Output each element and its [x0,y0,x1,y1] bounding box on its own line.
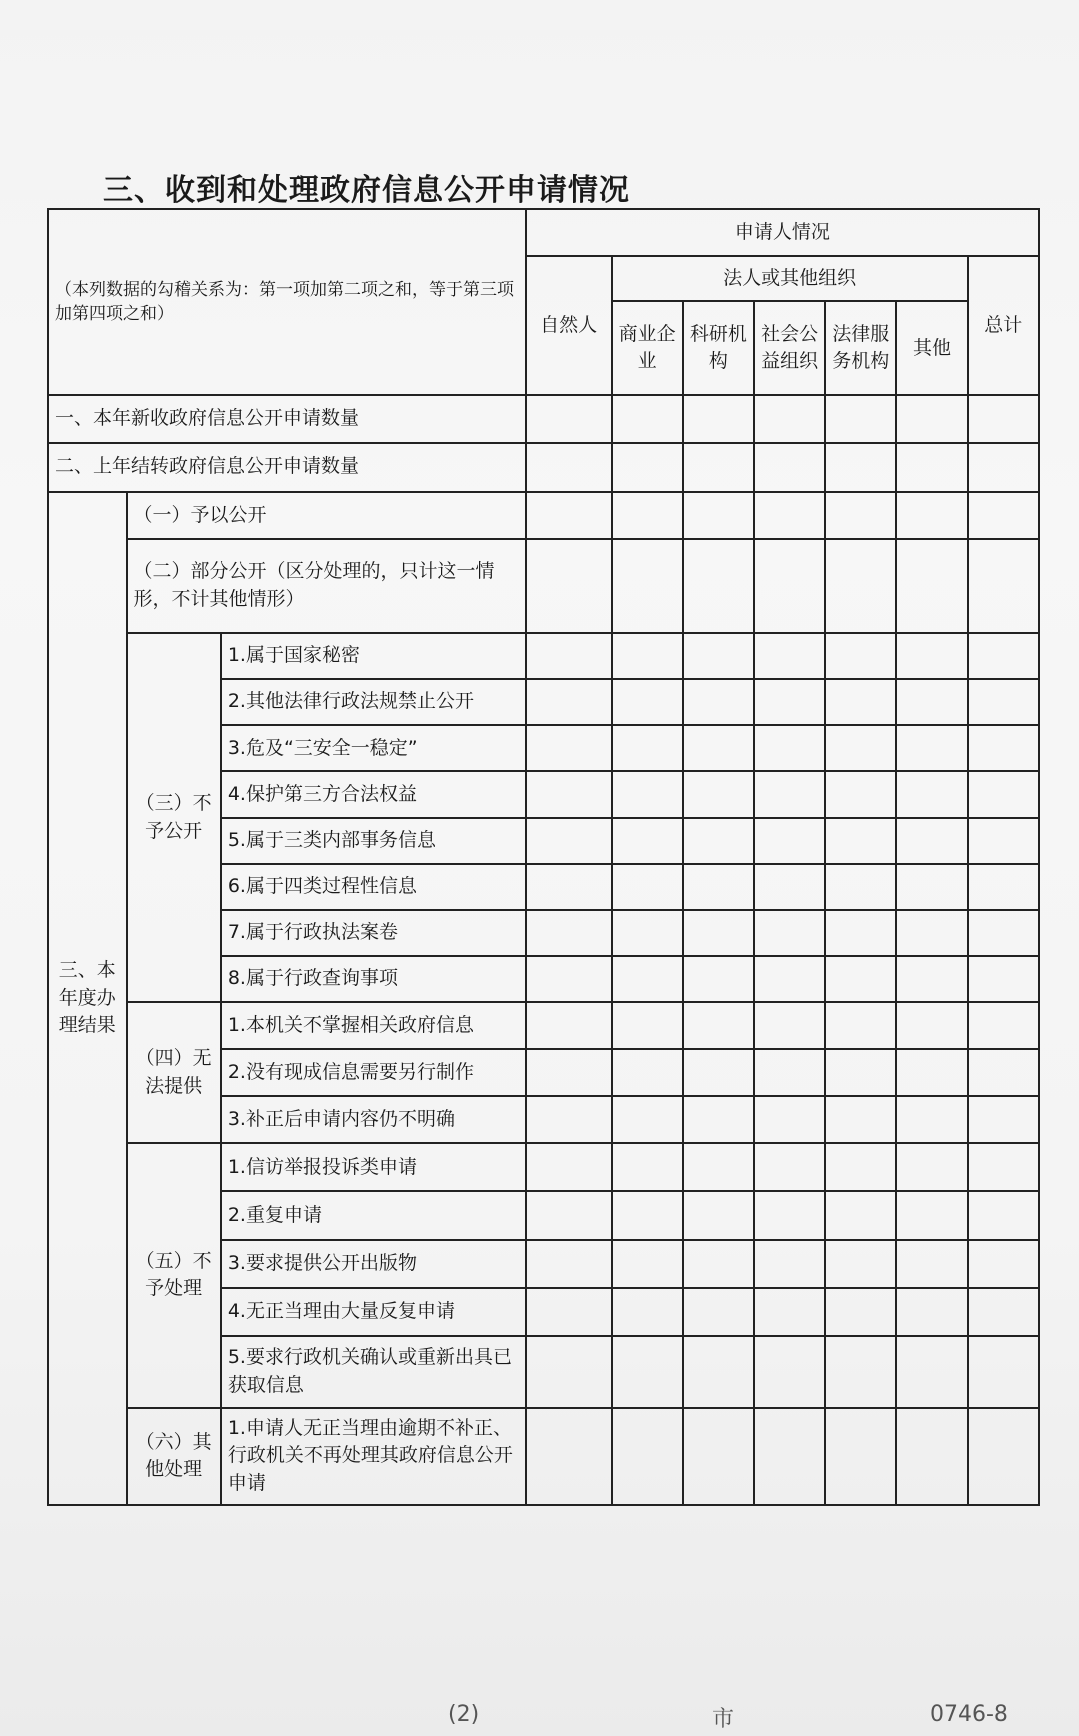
data-cell [612,1288,683,1336]
data-cell [825,864,896,910]
data-cell [896,539,967,633]
legal-service-org-header: 法律服务机构 [825,301,896,395]
data-cell [896,910,967,956]
data-cell [754,492,825,539]
data-cell [683,492,754,539]
data-cell [754,1288,825,1336]
data-cell [754,725,825,771]
row-label-item: 3.危及“三安全一稳定” [221,725,526,771]
data-cell [968,1049,1039,1096]
data-cell [825,1049,896,1096]
data-cell [683,633,754,679]
data-cell [825,771,896,817]
data-cell [968,633,1039,679]
data-cell [896,1408,967,1505]
data-cell [896,633,967,679]
data-cell [968,1143,1039,1191]
data-cell [896,725,967,771]
row-group-not-disclose: （三）不予公开 [127,633,221,1002]
data-cell [968,818,1039,864]
data-cell [754,818,825,864]
data-cell [754,1336,825,1408]
data-cell [683,818,754,864]
data-cell [683,1408,754,1505]
application-statistics-table [47,208,1040,1506]
section-title: 三、收到和处理政府信息公开申请情况 [103,173,630,208]
data-cell [526,1143,612,1191]
data-cell [526,818,612,864]
data-cell [612,910,683,956]
data-cell [825,443,896,492]
row-label-item: 4.无正当理由大量反复申请 [221,1288,526,1336]
applicant-situation-header: 申请人情况 [526,209,1039,256]
row-label-item: 2.重复申请 [221,1191,526,1239]
table-row [48,1143,1039,1191]
other-header: 其他 [896,301,967,395]
data-cell [896,1002,967,1049]
row-label-item: 2.其他法律行政法规禁止公开 [221,679,526,725]
data-cell [968,679,1039,725]
data-cell [825,1002,896,1049]
data-cell [683,1143,754,1191]
data-cell [896,1336,967,1408]
data-cell [825,818,896,864]
data-cell [683,956,754,1002]
data-cell [825,725,896,771]
data-cell [896,1240,967,1288]
data-cell [526,1096,612,1143]
data-cell [968,956,1039,1002]
data-cell [612,395,683,442]
footer-page-mark: (2) [448,1702,480,1727]
row-group-other-process: （六）其他处理 [127,1408,221,1505]
data-cell [612,818,683,864]
data-cell [825,1096,896,1143]
data-cell [896,395,967,442]
row-label-carried-over: 二、上年结转政府信息公开申请数量 [48,443,526,492]
natural-person-header: 自然人 [526,256,612,395]
data-cell [612,771,683,817]
row-label-item: 3.要求提供公开出版物 [221,1240,526,1288]
data-cell [968,492,1039,539]
data-cell [612,864,683,910]
data-cell [825,1191,896,1239]
data-cell [612,1002,683,1049]
data-cell [612,1408,683,1505]
data-cell [526,1002,612,1049]
data-cell [825,633,896,679]
row-group-results: 三、本年度办理结果 [48,492,127,1505]
row-label-item: 4.保护第三方合法权益 [221,771,526,817]
data-cell [754,956,825,1002]
data-cell [526,539,612,633]
data-cell [896,443,967,492]
data-cell [896,1288,967,1336]
data-cell [683,864,754,910]
data-cell [683,1096,754,1143]
data-cell [968,725,1039,771]
data-cell [612,443,683,492]
data-cell [683,1240,754,1288]
note-cell: （本列数据的勾稽关系为：第一项加第二项之和，等于第三项加第四项之和） [48,209,526,395]
row-group-cannot-provide: （四）无法提供 [127,1002,221,1143]
data-cell [683,395,754,442]
data-cell [968,1240,1039,1288]
data-cell [526,1288,612,1336]
row-label-item: 5.属于三类内部事务信息 [221,818,526,864]
data-cell [754,633,825,679]
total-header: 总计 [968,256,1039,395]
data-cell [683,443,754,492]
data-cell [683,771,754,817]
data-cell [968,1191,1039,1239]
data-cell [526,443,612,492]
data-cell [612,633,683,679]
data-cell [683,1288,754,1336]
data-cell [683,910,754,956]
page-footer-fragment [0,1700,1079,1736]
data-cell [825,1408,896,1505]
data-cell [896,1191,967,1239]
data-cell [526,771,612,817]
data-cell [968,1096,1039,1143]
data-cell [896,492,967,539]
data-cell [754,1049,825,1096]
row-label-item: 6.属于四类过程性信息 [221,864,526,910]
data-cell [754,443,825,492]
row-label-item: 1.本机关不掌握相关政府信息 [221,1002,526,1049]
data-cell [612,725,683,771]
data-cell [754,1143,825,1191]
data-cell [683,1336,754,1408]
data-cell [612,1240,683,1288]
data-cell [754,864,825,910]
data-cell [526,864,612,910]
data-cell [754,395,825,442]
data-cell [825,1240,896,1288]
data-cell [896,679,967,725]
data-cell [968,1288,1039,1336]
data-cell [612,1336,683,1408]
data-cell [896,1049,967,1096]
data-cell [968,771,1039,817]
data-cell [896,1096,967,1143]
research-institution-header: 科研机构 [683,301,754,395]
data-cell [825,395,896,442]
data-cell [612,1191,683,1239]
data-cell [526,395,612,442]
data-cell [612,679,683,725]
data-cell [825,1288,896,1336]
data-cell [825,956,896,1002]
data-cell [526,679,612,725]
row-label-disclose: （一）予以公开 [127,492,526,539]
footer-phone-fragment: 0746-8 [930,1702,1008,1727]
data-cell [896,864,967,910]
row-label-item: 1.属于国家秘密 [221,633,526,679]
data-cell [526,633,612,679]
data-cell [526,956,612,1002]
table-row [48,443,1039,492]
data-cell [825,679,896,725]
data-cell [754,1002,825,1049]
row-label-item: 3.补正后申请内容仍不明确 [221,1096,526,1143]
data-cell [526,492,612,539]
data-cell [526,1408,612,1505]
data-cell [754,1096,825,1143]
footer-city-fragment: 市 [712,1707,735,1732]
data-cell [968,910,1039,956]
table-row [48,539,1039,633]
row-label-item: 2.没有现成信息需要另行制作 [221,1049,526,1096]
data-cell [896,956,967,1002]
data-cell [526,1049,612,1096]
data-cell [825,1143,896,1191]
data-cell [754,771,825,817]
data-cell [754,679,825,725]
header-row-1 [48,209,1039,256]
row-label-item: 1.申请人无正当理由逾期不补正、行政机关不再处理其政府信息公开申请 [221,1408,526,1505]
data-cell [683,539,754,633]
row-label-item: 7.属于行政执法案卷 [221,910,526,956]
table-row [48,633,1039,679]
data-cell [754,1240,825,1288]
data-cell [968,539,1039,633]
table-row [48,1002,1039,1049]
row-label-item: 5.要求行政机关确认或重新出具已获取信息 [221,1336,526,1408]
data-cell [754,910,825,956]
data-cell [683,1191,754,1239]
data-cell [526,1191,612,1239]
data-cell [526,1240,612,1288]
data-cell [683,1002,754,1049]
data-cell [896,771,967,817]
data-cell [526,910,612,956]
data-cell [968,1408,1039,1505]
data-cell [754,1191,825,1239]
data-cell [683,725,754,771]
data-cell [612,1049,683,1096]
data-cell [612,956,683,1002]
data-cell [612,1143,683,1191]
social-welfare-org-header: 社会公益组织 [754,301,825,395]
data-cell [825,492,896,539]
data-cell [968,1002,1039,1049]
row-label-new-requests: 一、本年新收政府信息公开申请数量 [48,395,526,442]
row-label-item: 1.信访举报投诉类申请 [221,1143,526,1191]
data-cell [526,725,612,771]
data-cell [968,1336,1039,1408]
data-cell [825,539,896,633]
row-group-not-process: （五）不予处理 [127,1143,221,1407]
table-row [48,395,1039,442]
data-cell [526,1336,612,1408]
data-cell [754,539,825,633]
data-cell [612,1096,683,1143]
data-cell [754,1408,825,1505]
data-cell [968,864,1039,910]
data-cell [683,679,754,725]
legal-person-group-header: 法人或其他组织 [612,256,968,301]
data-cell [825,1336,896,1408]
data-cell [968,395,1039,442]
row-label-item: 8.属于行政查询事项 [221,956,526,1002]
data-cell [968,443,1039,492]
data-cell [896,818,967,864]
row-label-partial: （二）部分公开（区分处理的，只计这一情形，不计其他情形） [127,539,526,633]
data-cell [896,1143,967,1191]
commercial-enterprise-header: 商业企业 [612,301,683,395]
data-cell [612,539,683,633]
data-cell [683,1049,754,1096]
data-cell [825,910,896,956]
table-row [48,1408,1039,1505]
table-row [48,492,1039,539]
data-cell [612,492,683,539]
